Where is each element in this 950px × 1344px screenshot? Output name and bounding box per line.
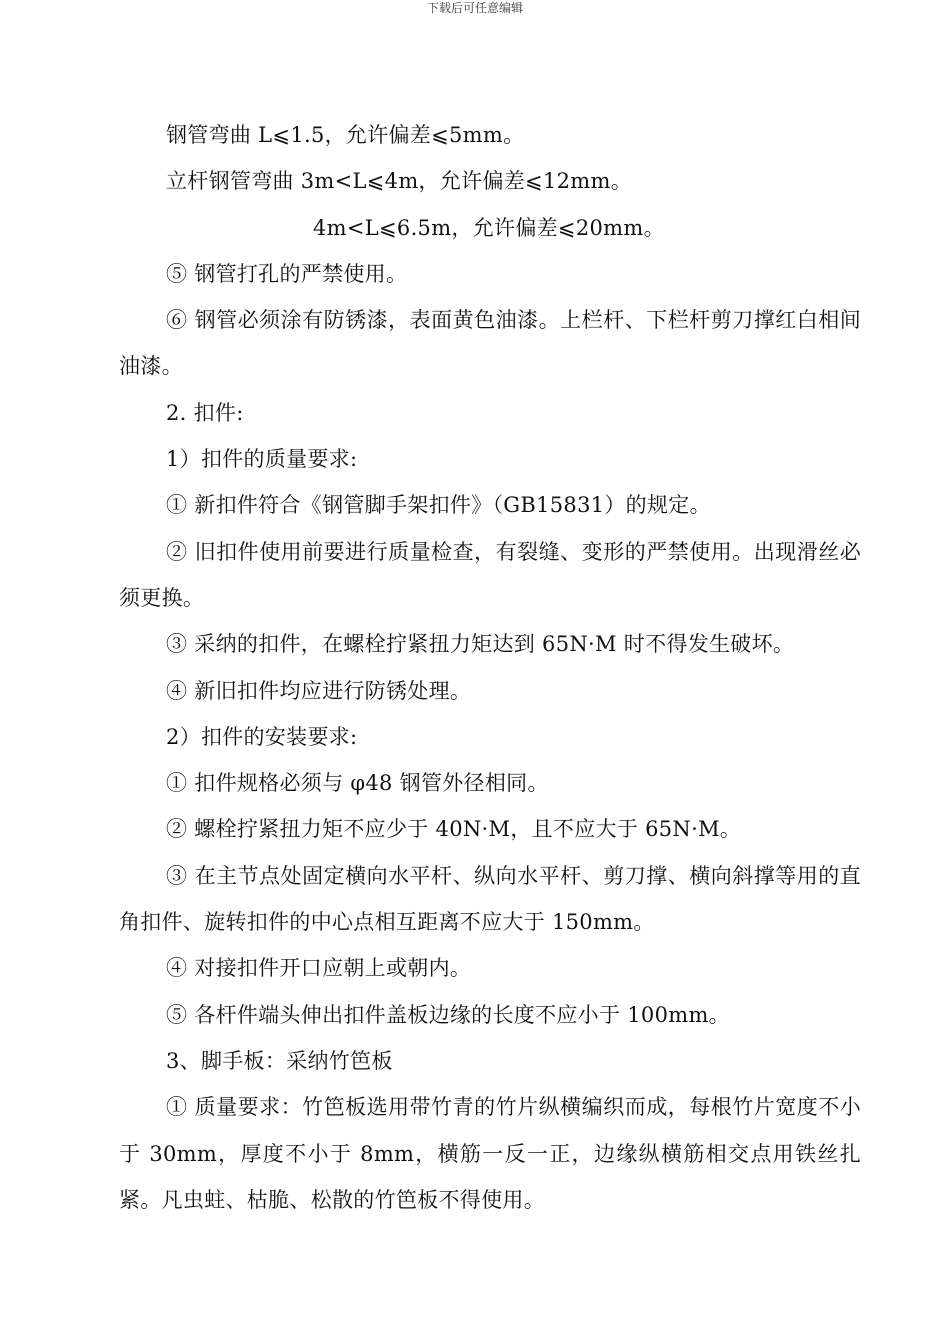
- document-body: [119, 112, 861, 1223]
- paragraph: ① 扣件规格必须与 φ48 钢管外径相同。: [166, 771, 549, 796]
- paragraph: 钢管弯曲 L⩽1.5，允许偏差⩽5mm。: [166, 123, 525, 147]
- section-heading: 2. 扣件:: [166, 400, 244, 425]
- subsection-heading: 2）扣件的安装要求:: [166, 724, 358, 749]
- paragraph: ④ 对接扣件开口应朝上或朝内。: [166, 956, 472, 981]
- paragraph: ④ 新旧扣件均应进行防锈处理。: [166, 678, 472, 703]
- paragraph: ⑤ 各杆件端头伸出扣件盖板边缘的长度不应小于 100mm。: [166, 1002, 730, 1027]
- paragraph: ③ 在主节点处固定横向水平杆、纵向水平杆、剪刀撑、横向斜撑等用的直角扣件、旋转扣件的中心点相互距离不应大于 150mm。: [119, 863, 861, 935]
- paragraph: ② 螺栓拧紧扭力矩不应少于 40N·M，且不应大于 65N·M。: [166, 817, 742, 842]
- paragraph: 立杆钢管弯曲 3m<L⩽4m，允许偏差⩽12mm。: [166, 169, 633, 194]
- subsection-heading: 1）扣件的质量要求:: [166, 447, 358, 472]
- paragraph: ⑤ 钢管打孔的严禁使用。: [166, 261, 408, 286]
- paragraph: ① 质量要求：竹笆板选用带竹青的竹片纵横编织而成，每根竹片宽度不小于 30mm，厚度不小于 8mm，横筋一反一正，边缘纵横筋相交点用铁丝扎紧。凡虫蛀、枯脆、松散的竹笆板不得使用。: [119, 1095, 861, 1212]
- paragraph: ① 新扣件符合《钢管脚手架扣件》（GB15831）的规定。: [166, 493, 711, 518]
- page-header-note: 下载后可任意编辑: [426, 1, 523, 15]
- paragraph: 4m<L⩽6.5m，允许偏差⩽20mm。: [313, 215, 665, 240]
- paragraph: ② 旧扣件使用前要进行质量检查，有裂缝、变形的严禁使用。出现滑丝必须更换。: [119, 539, 861, 610]
- paragraph: ⑥ 钢管必须涂有防锈漆，表面黄色油漆。上栏杆、下栏杆剪刀撑红白相间油漆。: [119, 308, 861, 379]
- paragraph: ③ 采纳的扣件，在螺栓拧紧扭力矩达到 65N·M 时不得发生破坏。: [166, 632, 795, 657]
- section-heading: 3、脚手板：采纳竹笆板: [166, 1048, 393, 1073]
